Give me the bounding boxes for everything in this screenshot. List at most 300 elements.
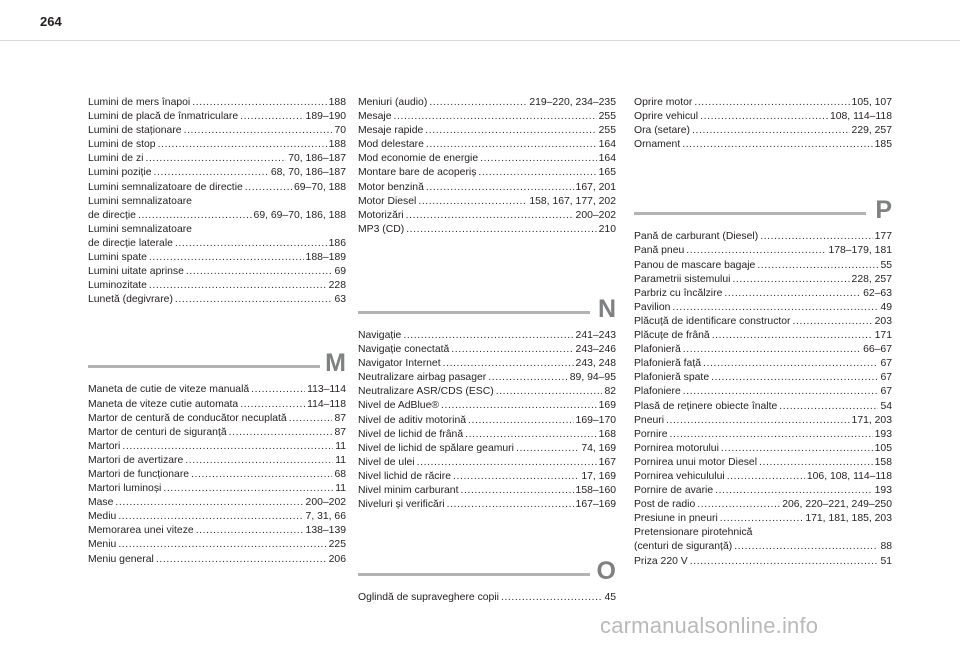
dot-leader [154, 166, 269, 180]
index-entry [88, 265, 346, 279]
index-entry [358, 470, 616, 484]
entry-name: Niveluri și verificări [358, 499, 445, 511]
entry-pages: 193 [874, 485, 892, 497]
entry-name: (centuri de siguranță) [634, 541, 733, 553]
entry-pages: 171, 181, 185, 203 [805, 513, 892, 525]
index-entry [358, 329, 616, 343]
entry-name: Mod economie de energie [358, 153, 479, 165]
dot-leader [251, 383, 305, 397]
entry-pages: 67 [880, 358, 892, 370]
index-entry [88, 482, 346, 496]
index-entry [358, 166, 616, 180]
entry-pages: 255 [598, 125, 616, 137]
entry-name: Lumini de zi [88, 153, 144, 165]
index-entry [88, 124, 346, 138]
entry-pages: 178–179, 181 [828, 245, 892, 257]
dot-leader [406, 223, 596, 237]
entry-name: Meniuri (audio) [358, 97, 428, 108]
dot-leader [724, 287, 861, 301]
index-entry [634, 138, 892, 152]
m-entries-part-2 [358, 96, 616, 237]
dot-leader [465, 428, 597, 442]
dot-leader [240, 398, 305, 412]
index-entry [88, 426, 346, 440]
entry-pages: 167, 201 [575, 181, 616, 193]
entry-name: Mediu [88, 511, 117, 523]
entry-pages: 169–170 [575, 414, 616, 426]
entry-pages: 17, 169 [581, 470, 616, 482]
entry-name: Martori de avertizare [88, 454, 184, 466]
index-entry [88, 553, 346, 567]
watermark: carmanualsonline.info [600, 613, 819, 638]
index-entry [634, 287, 892, 301]
entry-name: Oprire vehicul [634, 111, 699, 123]
index-entry [634, 470, 892, 484]
entry-name: Pornirea vehiculului [634, 470, 725, 482]
index-entry [88, 166, 346, 180]
dot-leader [516, 442, 579, 456]
entry-name: Maneta de cutie de viteze manuală [88, 384, 250, 396]
entry-pages: 51 [880, 555, 892, 567]
index-entry [634, 442, 892, 456]
dot-leader [697, 498, 780, 512]
dot-leader [670, 428, 873, 442]
index-entry [634, 357, 892, 371]
entry-pages: 114–118 [307, 398, 346, 410]
entry-name: Nivel de AdBlue® [358, 400, 440, 412]
dot-leader [712, 329, 873, 343]
entry-pages: 193 [874, 428, 892, 440]
entry-name: Plafonieră spate [634, 372, 710, 384]
dot-leader [196, 524, 304, 538]
index-entry [634, 540, 892, 554]
entry-pages: 63 [334, 294, 346, 306]
dot-leader [175, 293, 333, 307]
entry-pages: 255 [598, 111, 616, 123]
index-entry [634, 329, 892, 343]
entry-name: Martori de funcționare [88, 468, 190, 480]
entry-pages: 11 [335, 454, 346, 466]
index-entry [358, 152, 616, 166]
index-entry [358, 138, 616, 152]
l-entries [88, 96, 346, 307]
index-entry [358, 442, 616, 456]
entry-pages: 219–220, 234–235 [529, 97, 616, 108]
section-rule [358, 573, 590, 576]
entry-pages: 164 [598, 153, 616, 165]
index-entry [88, 237, 346, 251]
dot-leader [501, 591, 602, 605]
index-entry [634, 456, 892, 470]
index-entry [358, 195, 616, 209]
entry-pages: 69 [334, 266, 346, 278]
dot-leader [682, 138, 872, 152]
index-entry [88, 152, 346, 166]
m-entries-part-1 [88, 383, 346, 566]
entry-name: Plăcuțe de frână [634, 330, 710, 342]
index-entry [358, 124, 616, 138]
dot-leader [191, 468, 332, 482]
index-entry [634, 414, 892, 428]
section-rule [88, 365, 320, 368]
entry-name: Parbriz cu încălzire [634, 287, 723, 299]
entry-pages: 243–246 [575, 344, 616, 356]
index-entry [88, 251, 346, 265]
entry-name: de direcție [88, 209, 136, 221]
dot-leader [480, 152, 597, 166]
entry-name: Lumini semnalizatoare de directie [88, 181, 243, 193]
entry-pages: 158, 167, 177, 202 [529, 195, 616, 207]
dot-leader [700, 110, 828, 124]
section-header-m [88, 349, 346, 383]
entry-pages: 45 [604, 592, 616, 604]
index-entry [88, 510, 346, 524]
dot-leader [683, 343, 861, 357]
index-entry [634, 124, 892, 138]
dot-leader [694, 96, 849, 110]
entry-name: Mase [88, 497, 114, 509]
dot-leader [149, 279, 327, 293]
entry-pages: 177 [874, 231, 892, 243]
entry-name: Pavilion [634, 301, 671, 313]
entry-name: Meniu [88, 539, 117, 551]
entry-pages: 243, 248 [575, 358, 616, 370]
o-entries-part-2 [634, 96, 892, 152]
index-entry [88, 293, 346, 307]
entry-pages: 228 [328, 280, 346, 292]
entry-name: Montare bare de acoperiș [358, 167, 477, 179]
entry-pages: 69, 69–70, 186, 188 [253, 209, 346, 221]
dot-leader [732, 273, 849, 287]
entry-pages: 89, 94–95 [569, 372, 616, 384]
index-entry [634, 301, 892, 315]
index-entry [634, 371, 892, 385]
entry-name: Lumini uitate aprinse [88, 266, 184, 278]
entry-pages: 11 [335, 440, 346, 452]
entry-pages: 54 [880, 400, 892, 412]
dot-leader [138, 209, 252, 223]
entry-pages: 228, 257 [851, 273, 892, 285]
index-entry [88, 383, 346, 397]
index-entry [358, 371, 616, 385]
page-number: 264 [40, 14, 62, 29]
entry-pages: 7, 31, 66 [305, 511, 346, 523]
entry-name: Martori [88, 440, 121, 452]
dot-leader [715, 484, 873, 498]
dot-leader [186, 265, 333, 279]
entry-name: Motor Diesel [358, 195, 417, 207]
index-column-1 [88, 96, 346, 567]
entry-name: Nivel de lichid de frână [358, 428, 464, 440]
entry-pages: 165 [598, 167, 616, 179]
index-entry [358, 456, 616, 470]
entry-name: Nivel de ulei [358, 456, 415, 468]
dot-leader [447, 498, 574, 512]
dot-leader [720, 512, 804, 526]
entry-pages: 210 [598, 223, 616, 235]
index-entry [634, 555, 892, 569]
entry-name: Lumini semnalizatoare [88, 195, 192, 207]
index-entry [634, 230, 892, 244]
section-letter-o: O [596, 557, 616, 586]
dot-leader [496, 385, 603, 399]
entry-pages: 67 [880, 386, 892, 398]
entry-name: Meniu general [88, 553, 154, 565]
index-entry [358, 428, 616, 442]
entry-pages: 158–160 [575, 484, 616, 496]
entry-name: Lumini poziție [88, 167, 152, 179]
entry-name: Motorizări [358, 209, 404, 221]
entry-pages: 68, 70, 186–187 [270, 167, 346, 179]
entry-pages: 108, 114–118 [829, 111, 892, 123]
index-entry [358, 209, 616, 223]
entry-name: de direcție laterale [88, 237, 173, 249]
index-entry [634, 428, 892, 442]
dot-leader [163, 482, 333, 496]
entry-name: Oglindă de supraveghere copii [358, 592, 499, 604]
index-entry [88, 440, 346, 454]
index-entry [634, 315, 892, 329]
entry-pages: 67 [880, 372, 892, 384]
entry-name: Lumini de stop [88, 139, 156, 151]
entry-pages: 206, 220–221, 249–250 [782, 499, 892, 511]
entry-pages: 106, 108, 114–118 [806, 470, 892, 482]
entry-pages: 105 [874, 442, 892, 454]
dot-leader [115, 496, 303, 510]
entry-pages: 171 [874, 330, 892, 342]
entry-pages: 55 [880, 259, 892, 271]
entry-pages: 74, 169 [581, 442, 616, 454]
dot-leader [406, 209, 574, 223]
dot-leader [403, 329, 573, 343]
dot-leader [418, 195, 527, 209]
entry-name: Nivel de lichid de spălare geamuri [358, 442, 514, 454]
section-letter-n: N [597, 294, 616, 323]
header-divider [0, 40, 960, 41]
entry-name: Plafonieră [634, 344, 681, 356]
dot-leader [149, 251, 304, 265]
entry-name: Lumini de staționare [88, 125, 182, 137]
index-entry [358, 484, 616, 498]
dot-leader [721, 442, 873, 456]
entry-pages: 186 [328, 237, 346, 249]
index-entry [358, 414, 616, 428]
entry-name: Maneta de viteze cutie automata [88, 398, 239, 410]
entry-name: Neutralizare ASR/CDS (ESC) [358, 386, 494, 398]
entry-name: Lumini spate [88, 252, 147, 264]
entry-pages: 188 [328, 139, 346, 151]
section-header-o [358, 557, 616, 591]
entry-name: Pornire de avarie [634, 485, 714, 497]
index-entry [88, 468, 346, 482]
entry-pages: 82 [604, 386, 616, 398]
index-entry [88, 496, 346, 510]
dot-leader [759, 456, 873, 470]
dot-leader [683, 385, 879, 399]
index-entry [88, 398, 346, 412]
entry-name: Mesaje rapide [358, 125, 424, 137]
dot-leader [488, 371, 568, 385]
entry-pages: 164 [598, 139, 616, 151]
entry-pages: 189–190 [305, 111, 346, 123]
entry-pages: 225 [328, 539, 346, 551]
index-entry [88, 538, 346, 552]
entry-name: Priza 220 V [634, 555, 688, 567]
entry-pages: 105, 107 [851, 97, 892, 108]
entry-pages: 11 [335, 483, 346, 495]
dot-leader [158, 138, 327, 152]
dot-leader [478, 166, 596, 180]
dot-leader [118, 510, 303, 524]
index-entry [358, 399, 616, 413]
index-column-2 [358, 96, 616, 605]
dot-leader [394, 110, 597, 124]
entry-name: Parametrii sistemului [634, 273, 731, 285]
dot-leader [760, 230, 872, 244]
entry-name: Nivel lichid de răcire [358, 470, 451, 482]
dot-leader [711, 371, 878, 385]
index-entry [634, 96, 892, 110]
entry-pages: 49 [880, 301, 892, 313]
index-entry [358, 591, 616, 605]
index-entry [88, 138, 346, 152]
entry-name: Ornament [634, 139, 681, 151]
entry-pages: 188–189 [305, 252, 346, 264]
dot-leader [727, 470, 805, 484]
dot-leader [757, 259, 878, 273]
index-entry [88, 223, 346, 237]
dot-leader [690, 555, 879, 569]
index-entry [634, 273, 892, 287]
entry-name: Neutralizare airbag pasager [358, 372, 487, 384]
section-letter-p: P [875, 196, 892, 225]
entry-name: Lumini de placă de înmatriculare [88, 111, 239, 123]
dot-leader [703, 357, 878, 371]
entry-pages: 66–67 [863, 344, 892, 356]
index-entry [358, 498, 616, 512]
index-entry [634, 244, 892, 258]
entry-name: Navigator Internet [358, 358, 441, 370]
entry-pages: 206 [328, 553, 346, 565]
dot-leader [184, 124, 333, 138]
entry-pages: 169 [598, 400, 616, 412]
section-rule [358, 311, 590, 314]
index-entry [634, 512, 892, 526]
index-column-3 [634, 96, 892, 569]
dot-leader [460, 484, 573, 498]
entry-pages: 62–63 [863, 287, 892, 299]
dot-leader [779, 400, 878, 414]
dot-leader [245, 181, 292, 195]
entry-name: Mod delestare [358, 139, 424, 151]
dot-leader [672, 301, 878, 315]
dot-leader [289, 412, 333, 426]
index-entry [88, 181, 346, 195]
entry-name: Ora (setare) [634, 125, 691, 137]
dot-leader [145, 152, 286, 166]
index-entry [88, 110, 346, 124]
index-entry [88, 279, 346, 293]
entry-pages: 167 [598, 456, 616, 468]
entry-pages: 68 [334, 468, 346, 480]
entry-name: MP3 (CD) [358, 223, 405, 235]
entry-name: Martor de centură de conducător necuplată [88, 412, 287, 424]
section-header-n [358, 294, 616, 329]
entry-name: Presiune in pneuri [634, 513, 718, 525]
dot-leader [793, 315, 873, 329]
entry-name: Plăcuță de identificare constructor [634, 315, 791, 327]
dot-leader [118, 538, 326, 552]
entry-name: Lumini de mers înapoi [88, 97, 191, 108]
dot-leader [468, 414, 574, 428]
p-entries [634, 230, 892, 568]
entry-pages: 138–139 [305, 525, 346, 537]
section-header-p [634, 196, 892, 230]
entry-pages: 88 [880, 541, 892, 553]
entry-name: Martori luminoși [88, 483, 162, 495]
dot-leader [443, 357, 574, 371]
index-entry [634, 498, 892, 512]
entry-pages: 229, 257 [851, 125, 892, 137]
dot-leader [666, 414, 850, 428]
dot-leader [451, 343, 573, 357]
dot-leader [192, 96, 326, 110]
entry-pages: 167–169 [575, 499, 616, 511]
entry-name: Lumini semnalizatoare [88, 223, 192, 235]
entry-pages: 171, 203 [851, 414, 892, 426]
index-entry [634, 400, 892, 414]
entry-name: Nivel minim carburant [358, 484, 459, 496]
index-entry [358, 385, 616, 399]
entry-pages: 158 [874, 456, 892, 468]
index-entry [88, 209, 346, 223]
index-entry [634, 526, 892, 540]
dot-leader [429, 96, 527, 110]
n-entries [358, 329, 616, 512]
entry-name: Lunetă (degivrare) [88, 294, 173, 306]
entry-name: Navigație conectată [358, 344, 450, 356]
entry-name: Memorarea unei viteze [88, 525, 194, 537]
entry-name: Plafoniere [634, 386, 681, 398]
entry-pages: 69–70, 188 [293, 181, 346, 193]
dot-leader [156, 553, 327, 567]
index-entry [358, 343, 616, 357]
entry-name: Navigație [358, 329, 402, 341]
entry-name: Plafonieră față [634, 358, 702, 370]
index-entry [88, 195, 346, 209]
dot-leader [229, 426, 333, 440]
index-entry [358, 181, 616, 195]
dot-leader [185, 454, 333, 468]
o-entries-part-1 [358, 591, 616, 605]
entry-name: Motor benzină [358, 181, 424, 193]
entry-name: Pneuri [634, 414, 665, 426]
dot-leader [417, 456, 597, 470]
entry-name: Pornirea unui motor Diesel [634, 456, 758, 468]
entry-pages: 70 [334, 125, 346, 137]
entry-pages: 200–202 [305, 497, 346, 509]
entry-name: Pornirea motorului [634, 442, 719, 454]
index-entry [634, 484, 892, 498]
dot-leader [453, 470, 579, 484]
entry-pages: 185 [874, 139, 892, 151]
entry-pages: 87 [334, 412, 346, 424]
entry-name: Martor de centuri de siguranță [88, 426, 227, 438]
entry-name: Pană de carburant (Diesel) [634, 231, 759, 243]
index-entry [634, 259, 892, 273]
entry-pages: 168 [598, 428, 616, 440]
entry-pages: 113–114 [307, 384, 346, 396]
